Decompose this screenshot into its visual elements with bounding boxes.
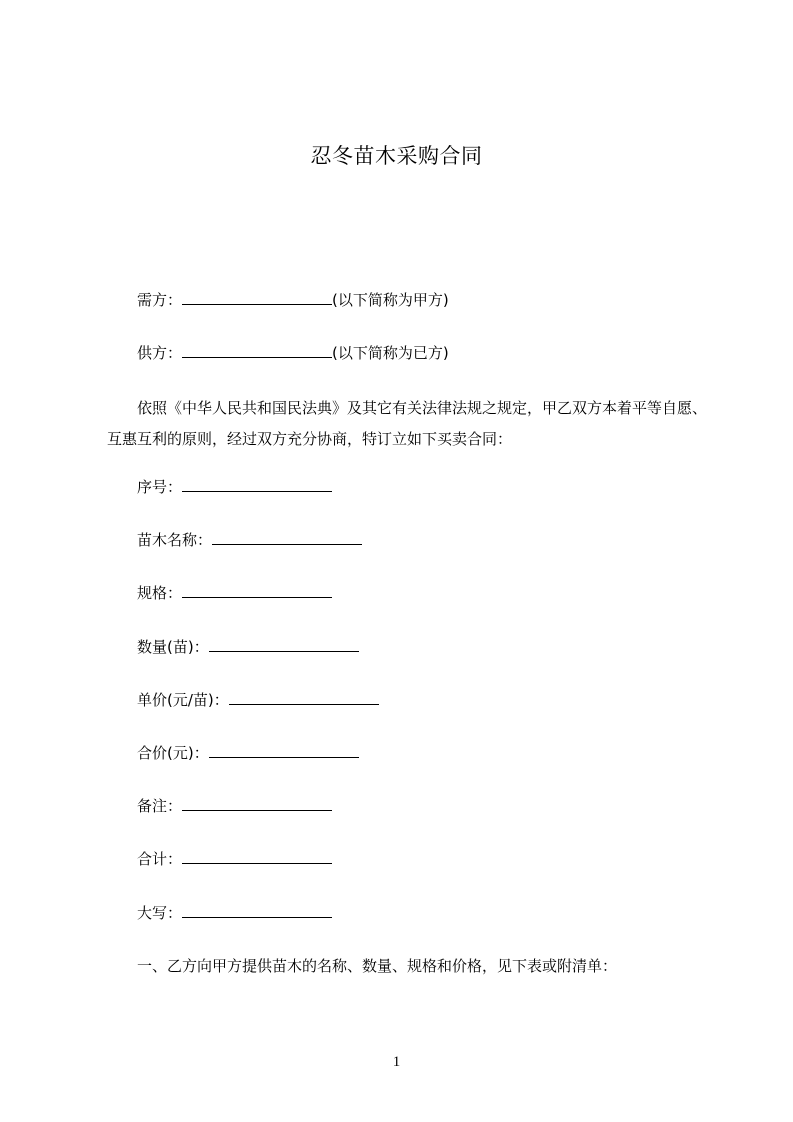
field-label-serial: 序号： (137, 478, 183, 496)
field-blank-sum[interactable] (182, 849, 332, 864)
field-blank-total-price[interactable] (209, 743, 359, 758)
field-line-total-price (137, 742, 359, 764)
field-blank-unit-price[interactable] (229, 690, 379, 705)
buyer-line (137, 289, 449, 311)
seller-note: (以下简称为已方) (332, 344, 449, 362)
field-label-quantity: 数量(苗)： (137, 638, 209, 656)
field-blank-seedling-name[interactable] (212, 530, 362, 545)
field-line-seedling-name (137, 529, 362, 551)
page-number: 1 (392, 1054, 401, 1070)
buyer-blank-field[interactable] (182, 290, 332, 305)
field-blank-in-words[interactable] (182, 903, 332, 918)
field-line-in-words (137, 902, 332, 924)
buyer-note: (以下简称为甲方) (332, 291, 449, 309)
intro-paragraph: 依照《中华人民共和国民法典》及其它有关法律法规之规定，甲乙双方本着平等自愿、互惠互利的原则，经过双方充分协商，特订立如下买卖合同： (107, 399, 708, 448)
field-line-sum (137, 848, 332, 870)
field-blank-quantity[interactable] (209, 637, 359, 652)
field-line-unit-price (137, 689, 379, 711)
field-label-total-price: 合价(元)： (137, 744, 209, 762)
clause-1: 一、乙方向甲方提供苗木的名称、数量、规格和价格，见下表或附清单： (137, 957, 618, 975)
document-title: 忍冬苗木采购合同 (310, 144, 483, 168)
seller-line (137, 342, 449, 364)
field-label-spec: 规格： (137, 584, 183, 602)
field-label-in-words: 大写： (137, 904, 183, 922)
field-line-spec (137, 582, 332, 604)
field-blank-remarks[interactable] (182, 796, 332, 811)
field-label-unit-price: 单价(元/苗)： (137, 691, 229, 709)
seller-label: 供方： (137, 344, 183, 362)
field-blank-serial[interactable] (182, 477, 332, 492)
field-label-seedling-name: 苗木名称： (137, 531, 213, 549)
buyer-label: 需方： (137, 291, 183, 309)
field-line-remarks (137, 795, 332, 817)
field-label-sum: 合计： (137, 850, 183, 868)
field-blank-spec[interactable] (182, 583, 332, 598)
seller-blank-field[interactable] (182, 343, 332, 358)
field-line-quantity (137, 636, 359, 658)
field-label-remarks: 备注： (137, 797, 183, 815)
field-line-serial (137, 476, 332, 498)
